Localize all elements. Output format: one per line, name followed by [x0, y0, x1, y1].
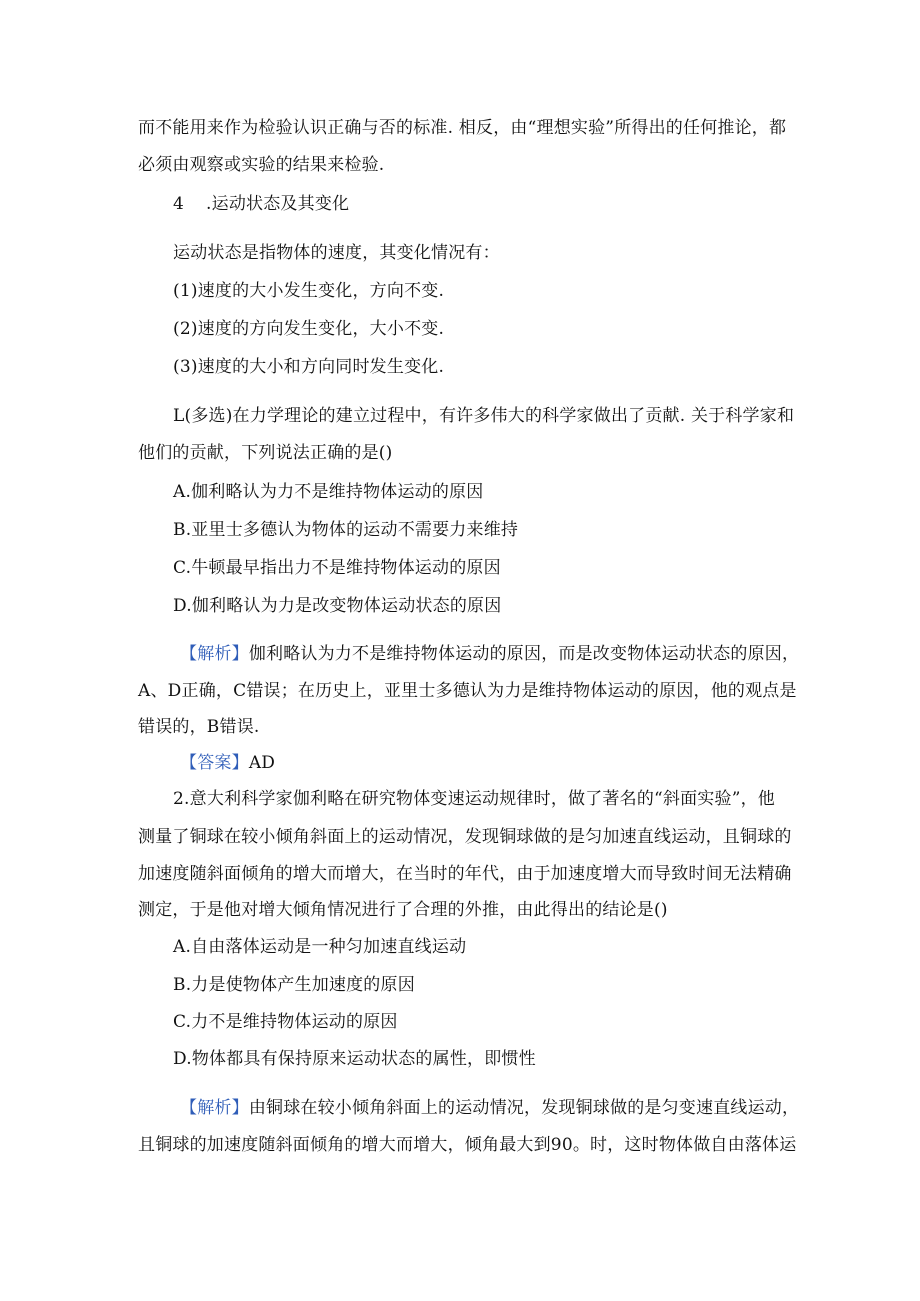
analysis-tag: 【解析】	[180, 644, 249, 664]
q2-analysis-text-1: 由铜球在较小倾角斜面上的运动情况，发现铜球做的是匀变速直线运动，	[248, 1098, 800, 1118]
q2-option-a: A.自由落体运动是一种匀加速直线运动	[173, 937, 467, 957]
section-number: 4	[173, 194, 185, 214]
q1-answer-line	[180, 751, 275, 775]
q2-analysis-line-1	[180, 1096, 799, 1120]
q1-option-b: B.亚里士多德认为物体的运动不需要力来维持	[173, 520, 519, 540]
q1-analysis-line-3: 错误的，B错误.	[138, 717, 260, 737]
intro-line-1: 而不能用来作为检验认识正确与否的标准. 相反，由“理想实验”所得出的任何推论，都	[138, 118, 787, 138]
section-lead: 运动状态是指物体的速度，其变化情况有：	[173, 243, 500, 263]
q1-analysis-text-1: 伽利略认为力不是维持物体运动的原因，而是改变物体运动状态的原因，	[248, 644, 800, 664]
q2-stem-line-3: 加速度随斜面倾角的增大而增大，在当时的年代，由于加速度增大而导致时间无法精确	[138, 864, 792, 884]
q2-option-d: D.物体都具有保持原来运动状态的属性，即惯性	[173, 1049, 536, 1069]
section-item-1: (1)速度的大小发生变化，方向不变.	[173, 281, 445, 301]
q1-answer: AD	[248, 753, 276, 773]
q2-option-c: C.力不是维持物体运动的原因	[173, 1012, 398, 1032]
section-item-2: (2)速度的方向发生变化，大小不变.	[173, 319, 445, 339]
q1-option-d: D.伽利略认为力是改变物体运动状态的原因	[173, 596, 502, 616]
q1-analysis-line-2: A、D正确，C错误；在历史上，亚里士多德认为力是维持物体运动的原因，他的观点是	[138, 681, 797, 701]
section-heading	[173, 192, 349, 216]
q2-analysis-line-2: 且铜球的加速度随斜面倾角的增大而增大，倾角最大到90。时，这时物体做自由落体运	[138, 1135, 797, 1155]
q2-stem-line-2: 测量了铜球在较小倾角斜面上的运动情况，发现铜球做的是匀加速直线运动，且铜球的	[138, 827, 792, 847]
section-item-3: (3)速度的大小和方向同时发生变化.	[173, 357, 445, 377]
section-title: .运动状态及其变化	[206, 194, 350, 214]
intro-line-2: 必须由观察或实验的结果来检验.	[138, 155, 385, 175]
q2-option-b: B.力是使物体产生加速度的原因	[173, 975, 415, 995]
q1-stem-line-1: L(多选)在力学理论的建立过程中，有许多伟大的科学家做出了贡献. 关于科学家和	[173, 406, 795, 426]
q2-stem-line-4: 测定，于是他对增大倾角情况进行了合理的外推，由此得出的结论是()	[138, 900, 668, 920]
q1-stem-line-2: 他们的贡献，下列说法正确的是()	[138, 443, 393, 463]
q1-option-c: C.牛顿最早指出力不是维持物体运动的原因	[173, 558, 501, 578]
q1-option-a: A.伽利略认为力不是维持物体运动的原因	[173, 482, 484, 502]
q1-analysis-line-1	[180, 642, 799, 666]
analysis-tag: 【解析】	[180, 1098, 249, 1118]
q2-stem-line-1: 2.意大利科学家伽利略在研究物体变速运动规律时，做了著名的“斜面实验”，他	[173, 789, 775, 809]
answer-tag: 【答案】	[180, 753, 249, 773]
